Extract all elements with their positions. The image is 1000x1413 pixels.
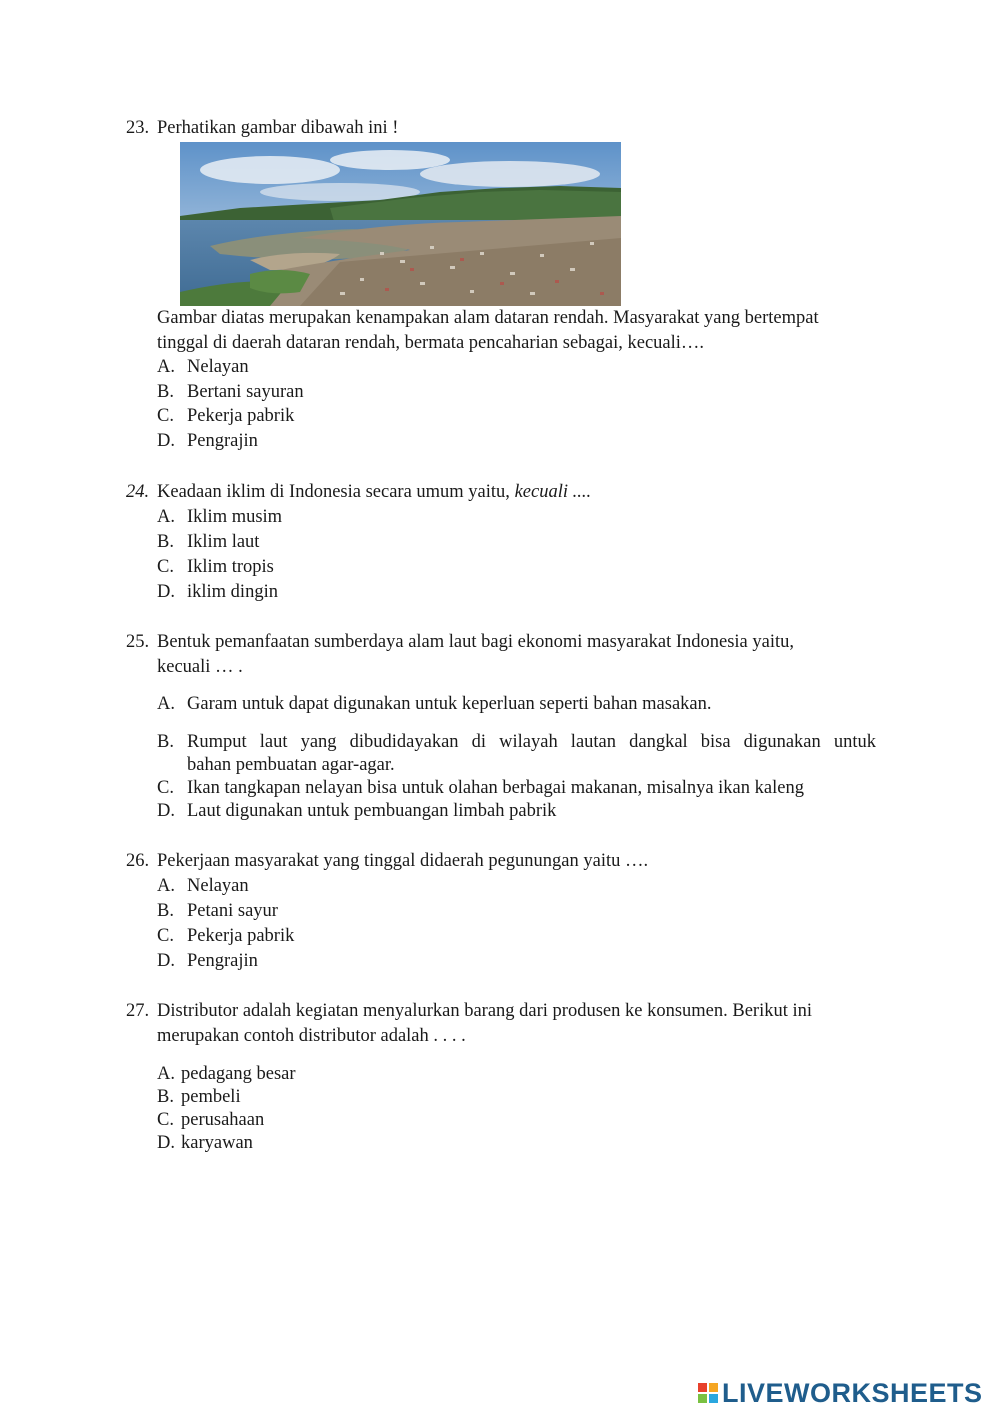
q23-landscape-image bbox=[180, 142, 621, 306]
q23-prompt bbox=[126, 118, 398, 139]
q25-prompt-line1: 25. Bentuk pemanfaatan sumberdaya alam laut bagi ekonomi masyarakat Indonesia yaitu, bbox=[126, 632, 795, 652]
q24-number: 24. bbox=[126, 482, 150, 502]
q24-option-d[interactable]: D. iklim dingin bbox=[157, 582, 278, 602]
q25-number: 25. bbox=[126, 632, 150, 652]
q25-option-b-text2: bahan pembuatan agar-agar. bbox=[187, 755, 395, 775]
q25-option-a[interactable]: A. Garam untuk dapat digunakan untuk keperluan seperti bahan masakan. bbox=[157, 694, 712, 714]
q26-prompt: 26. Pekerjaan masyarakat yang tinggal didaerah pegunungan yaitu …. bbox=[126, 851, 649, 871]
q26-option-c[interactable]: C. Pekerja pabrik bbox=[157, 926, 295, 946]
q23-number: 23. bbox=[126, 118, 150, 138]
liveworksheets-logo-icon bbox=[698, 1383, 718, 1403]
liveworksheets-logo[interactable] bbox=[698, 1378, 983, 1408]
q26-number: 26. bbox=[126, 851, 150, 871]
q23-option-c[interactable]: C. Pekerja pabrik bbox=[157, 406, 295, 426]
q25-prompt-line2: kecuali … . bbox=[157, 657, 243, 677]
q23-text-line1: Gambar diatas merupakan kenampakan alam dataran rendah. Masyarakat yang bertempat bbox=[157, 308, 819, 328]
q27-prompt-line1: 27. Distributor adalah kegiatan menyalurkan barang dari produsen ke konsumen. Berikut ini bbox=[126, 1001, 813, 1021]
q26-option-a[interactable]: A. Nelayan bbox=[157, 876, 249, 896]
q23-option-d[interactable]: D. Pengrajin bbox=[157, 431, 258, 451]
q27-option-a[interactable]: A. pedagang besar bbox=[157, 1064, 296, 1084]
liveworksheets-logo-text: LIVEWORKSHEETS bbox=[722, 1377, 983, 1408]
q25-option-c[interactable]: C. Ikan tangkapan nelayan bisa untuk olahan berbagai makanan, misalnya ikan kaleng bbox=[157, 778, 804, 798]
q25-option-b[interactable]: B. bbox=[157, 732, 174, 752]
q23-option-a[interactable]: A. Nelayan bbox=[157, 357, 249, 377]
q27-prompt-line2: merupakan contoh distributor adalah . . . . bbox=[157, 1026, 466, 1046]
q24-prompt bbox=[126, 482, 591, 503]
q25-option-d[interactable]: D. Laut digunakan untuk pembuangan limbah pabrik bbox=[157, 801, 557, 821]
q24-option-b[interactable]: B. Iklim laut bbox=[157, 532, 260, 552]
q23-option-b[interactable]: B. Bertani sayuran bbox=[157, 382, 304, 402]
q26-option-d[interactable]: D. Pengrajin bbox=[157, 951, 258, 971]
q27-option-d[interactable]: D. karyawan bbox=[157, 1133, 253, 1153]
q24-prompt-italic: kecuali .... bbox=[514, 482, 592, 502]
q23-prompt-text: Perhatikan gambar dibawah ini ! bbox=[157, 118, 399, 138]
q23-text-line2: tinggal di daerah dataran rendah, bermata pencaharian sebagai, kecuali…. bbox=[157, 333, 705, 353]
q27-option-b[interactable]: B. pembeli bbox=[157, 1087, 241, 1107]
q27-option-c[interactable]: C. perusahaan bbox=[157, 1110, 265, 1130]
q25-option-b-text: Rumput laut yang dibudidayakan di wilayah lautan dangkal bisa digunakan untuk bbox=[187, 732, 876, 752]
q24-prompt-text: Keadaan iklim di Indonesia secara umum yaitu, bbox=[157, 482, 515, 502]
q26-option-b[interactable]: B. Petani sayur bbox=[157, 901, 278, 921]
q24-option-c[interactable]: C. Iklim tropis bbox=[157, 557, 274, 577]
q24-option-a[interactable]: A. Iklim musim bbox=[157, 507, 283, 527]
q27-number: 27. bbox=[126, 1001, 150, 1021]
